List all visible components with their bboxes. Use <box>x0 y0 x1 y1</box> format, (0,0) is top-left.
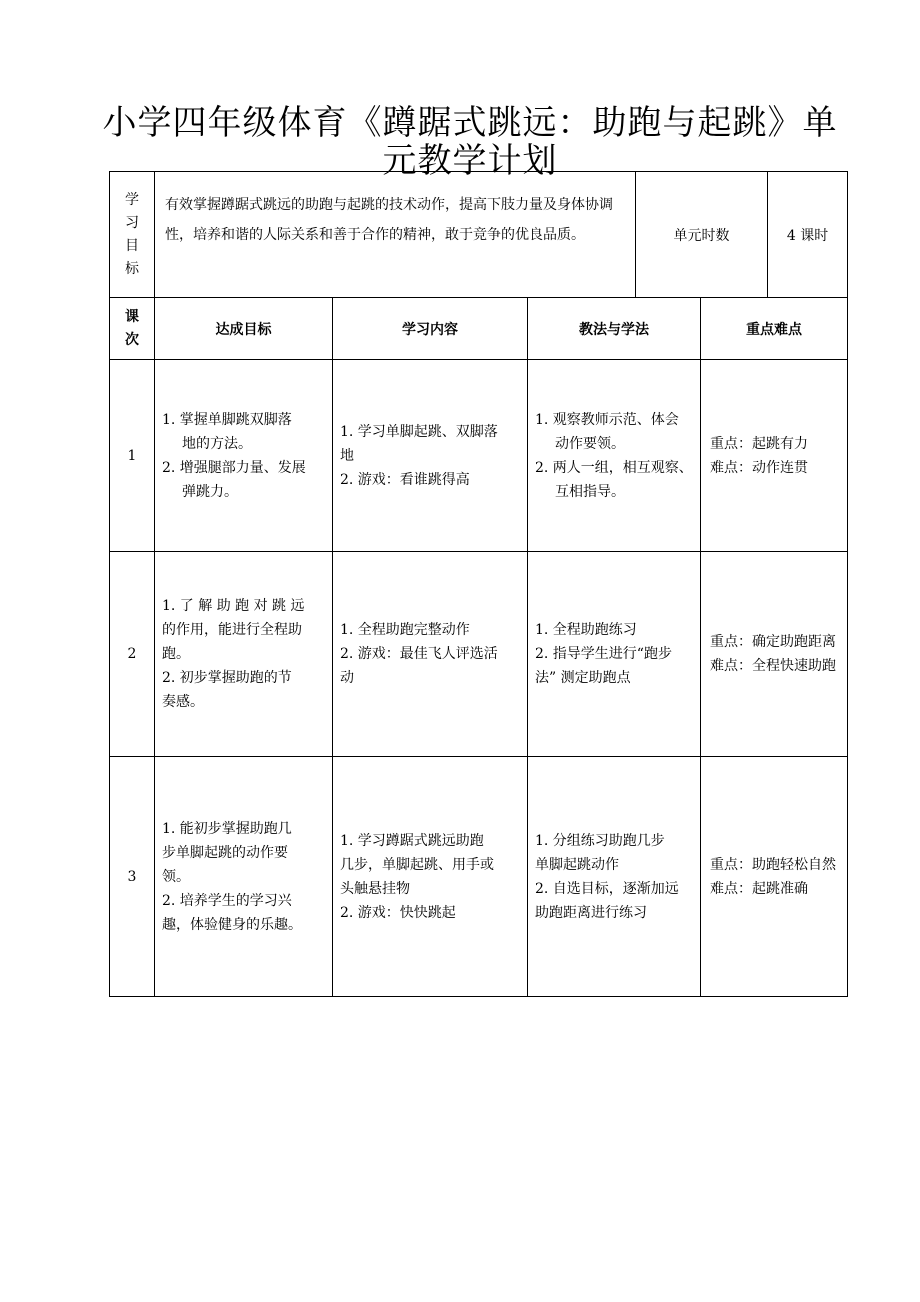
unit-hours-value: 4 课时 <box>768 172 848 298</box>
lesson-row <box>110 360 848 552</box>
lesson-content: 1. 全程助跑完整动作 2. 游戏：最佳飞人评选活 动 <box>333 552 528 757</box>
lesson-objectives: 1. 掌握单脚跳双脚落 地的方法。 2. 增强腿部力量、发展 弹跳力。 <box>155 360 333 552</box>
plan-table <box>109 171 848 997</box>
lesson-number: 1 <box>110 360 155 552</box>
lesson-methods: 1. 全程助跑练习 2. 指导学生进行“跑步 法” 测定助跑点 <box>528 552 701 757</box>
header-objectives: 达成目标 <box>155 298 333 360</box>
header-lesson: 课 次 <box>110 298 155 360</box>
unit-hours-label: 单元时数 <box>636 172 768 298</box>
header-row <box>110 298 848 360</box>
lesson-content: 1. 学习蹲踞式跳远助跑 几步，单脚起跳、用手或 头触悬挂物 2. 游戏：快快跳起 <box>333 757 528 997</box>
lesson-row <box>110 552 848 757</box>
lesson-objectives: 1. 能初步掌握助跑几 步单脚起跳的动作要 领。 2. 培养学生的学习兴 趣，体验健身的乐趣。 <box>155 757 333 997</box>
header-content: 学习内容 <box>333 298 528 360</box>
lesson-row <box>110 757 848 997</box>
goal-label: 学 习 目 标 <box>110 172 155 298</box>
header-methods: 教法与学法 <box>528 298 701 360</box>
lesson-number: 3 <box>110 757 155 997</box>
lesson-methods: 1. 分组练习助跑几步 单脚起跳动作 2. 自选目标，逐渐加远 助跑距离进行练习 <box>528 757 701 997</box>
header-key-points: 重点难点 <box>701 298 848 360</box>
lesson-methods: 1. 观察教师示范、体会 动作要领。 2. 两人一组，相互观察、 互相指导。 <box>528 360 701 552</box>
goal-row <box>110 172 848 298</box>
lesson-key-points: 重点： 助跑轻松自然 难点： 起跳准确 <box>701 757 848 997</box>
lesson-number: 2 <box>110 552 155 757</box>
lesson-objectives: 1. 了 解 助 跑 对 跳 远 的作用，能进行全程助 跑。 2. 初步掌握助跑的节 奏感。 <box>155 552 333 757</box>
lesson-key-points: 重点： 确定助跑距离 难点： 全程快速助跑 <box>701 552 848 757</box>
page-title: 小学四年级体育《蹲踞式跳远：助跑与起跳》单元教学计划 <box>102 103 838 181</box>
goal-text: 有效掌握蹲踞式跳远的助跑与起跳的技术动作，提高下肢力量及身体协调性，培养和谐的人际关系和善于合作的精神，敢于竞争的优良品质。 <box>155 172 636 298</box>
lesson-key-points: 重点： 起跳有力 难点： 动作连贯 <box>701 360 848 552</box>
lesson-content: 1. 学习单脚起跳、双脚落 地 2. 游戏：看谁跳得高 <box>333 360 528 552</box>
